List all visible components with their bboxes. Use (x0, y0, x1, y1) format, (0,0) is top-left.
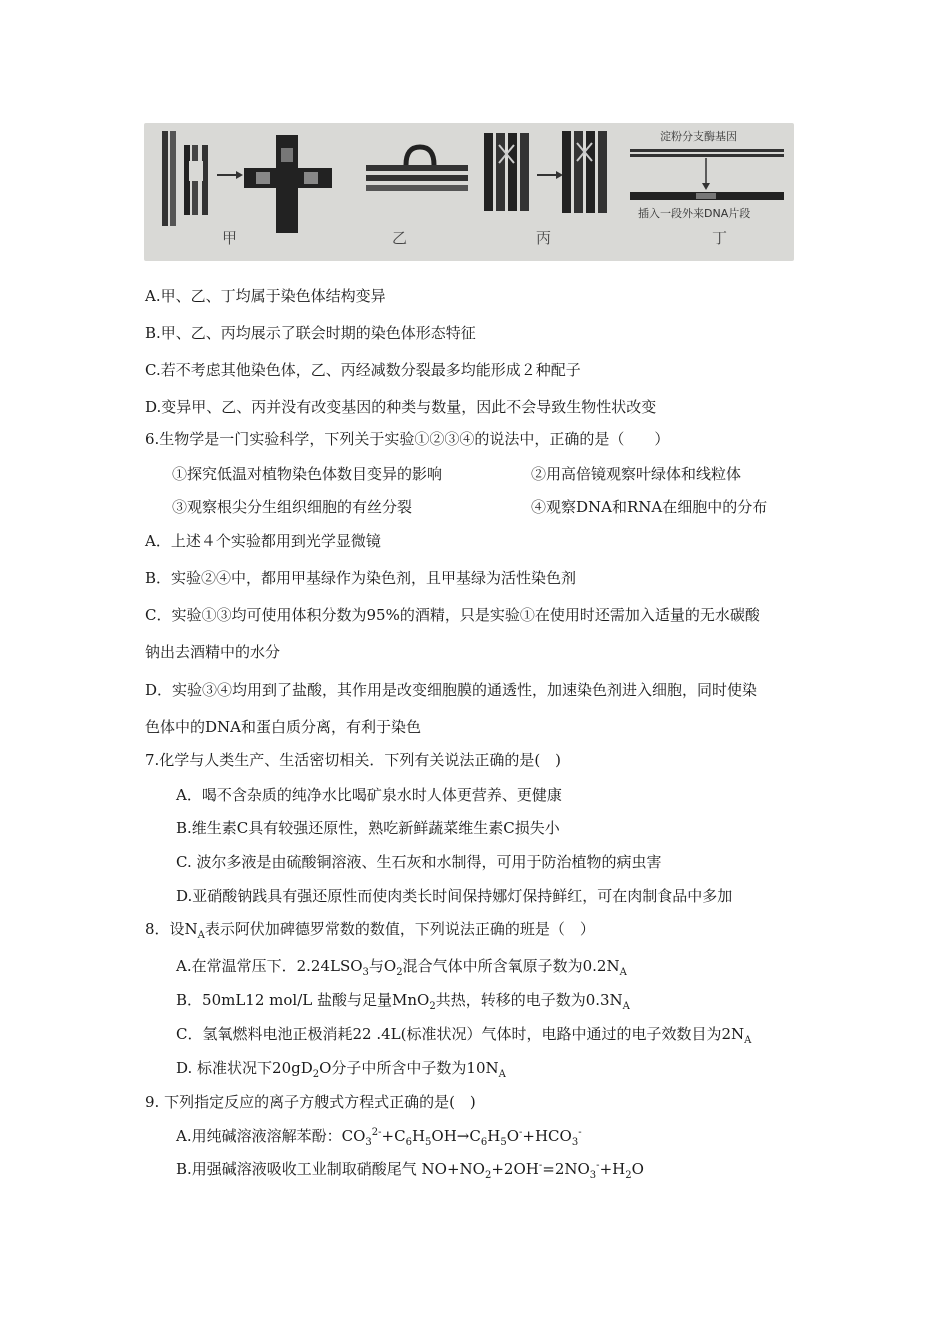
q6-experiment-1: ①探究低温对植物染色体数目变异的影响 (172, 465, 443, 483)
q6-option-c-line1: C．实验①③均可使用体积分数为95%的酒精，只是实验①在使用时还需加入适量的无水碳酸 (145, 606, 760, 624)
q5-option-c: C.若不考虑其他染色体，乙、丙经减数分裂最多均能形成２种配子 (145, 361, 581, 379)
q6-option-b: B．实验②④中，都用甲基绿作为染色剂，且甲基绿为活性染色剂 (145, 569, 577, 587)
q8-stem: 8．设$N_A$表示阿伏加碑德罗常数的数值，下列说法正确的班是（ ） (145, 920, 595, 941)
q8-option-d: D. 标准状况下$20gD_2O$分子中所含中子数为$10N_A$ (176, 1059, 506, 1080)
q7-option-d: D.亚硝酸钠践具有强还原性而使肉类长时间保持娜灯保持鲜红，可在肉制食品中多加 (176, 887, 733, 905)
q6-experiment-3: ③观察根尖分生组织细胞的有丝分裂 (172, 498, 413, 516)
ding-bottom-label: 插入一段外来DNA片段 (638, 207, 751, 220)
q8-option-a: A.在常温常压下．$2.24LSO_3$与$O_2$混合气体中所含氧原子数为$0.2N_A$ (176, 957, 627, 978)
label-yi: 乙 (392, 229, 409, 247)
q7-option-c: C. 波尔多液是由硫酸铜溶液、生石灰和水制得，可用于防治植物的病虫害 (176, 853, 662, 871)
q9-option-b: B.用强碱溶液吸收工业制取硝酸尾气 $NO+NO_2+2OH^-=2NO_3^-+H_2O$ (176, 1160, 644, 1181)
q8-option-b: B．50mL12 mol/L 盐酸与足量MnO$_2$共热，转移的电子数为$0.3N_A$ (176, 991, 630, 1012)
q6-stem: 6.生物学是一门实验科学，下列关于实验①②③④的说法中，正确的是（ ） (145, 430, 670, 448)
q8-option-c: C．氢氧燃料电池正极消耗22 .4L(标准状况）气体时，电路中通过的电子效数目为$2N_A$ (176, 1025, 752, 1046)
q6-option-d-line1: D．实验③④均用到了盐酸，其作用是改变细胞膜的通透性，加速染色剂进入细胞，同时使染 (145, 681, 758, 699)
q5-option-d: D.变异甲、乙、丙并没有改变基因的种类与数量，因此不会导致生物性状改变 (145, 398, 657, 416)
q9-stem: 9. 下列指定反应的离子方艘式方程式正确的是( ) (145, 1093, 476, 1111)
ding-top-label: 淀粉分支酶基因 (660, 130, 737, 143)
q6-option-a: A．上述４个实验都用到光学显微镜 (145, 532, 381, 550)
q7-option-b: B.维生素C具有较强还原性，熟吃新鲜蔬菜维生素C损失小 (176, 819, 560, 837)
q5-option-a: A.甲、乙、丁均属于染色体结构变异 (145, 287, 386, 305)
q6-option-d-line2: 色体中的DNA和蛋白质分离，有利于染色 (145, 718, 421, 736)
diagram-yi (366, 147, 468, 191)
q6-option-c-line2: 钠出去酒精中的水分 (145, 643, 281, 661)
q7-stem: 7.化学与人类生产、生活密切相关．下列有关说法正确的是( ) (145, 751, 562, 769)
label-jia: 甲 (222, 229, 239, 247)
label-ding: 丁 (712, 229, 729, 247)
q6-experiment-2: ②用高倍镜观察叶绿体和线粒体 (531, 465, 742, 483)
q7-option-a: A．喝不含杂质的纯净水比喝矿泉水时人体更营养、更健康 (176, 786, 562, 804)
diagram-ding (630, 129, 784, 220)
chromosome-figure (144, 123, 794, 261)
q6-experiment-4: ④观察DNA和RNA在细胞中的分布 (531, 498, 768, 516)
diagram-bing (484, 131, 607, 213)
q5-option-b: B.甲、乙、丙均展示了联会时期的染色体形态特征 (145, 324, 476, 342)
label-bing: 丙 (536, 229, 553, 247)
diagram-jia (162, 131, 332, 233)
q9-option-a: A.用纯碱溶液溶解苯酚：$CO_3^{2-}+C_6H_5OH\to C_6H_5O^-+HCO_3^-$ (176, 1127, 582, 1148)
chromosome-diagrams (144, 123, 794, 261)
